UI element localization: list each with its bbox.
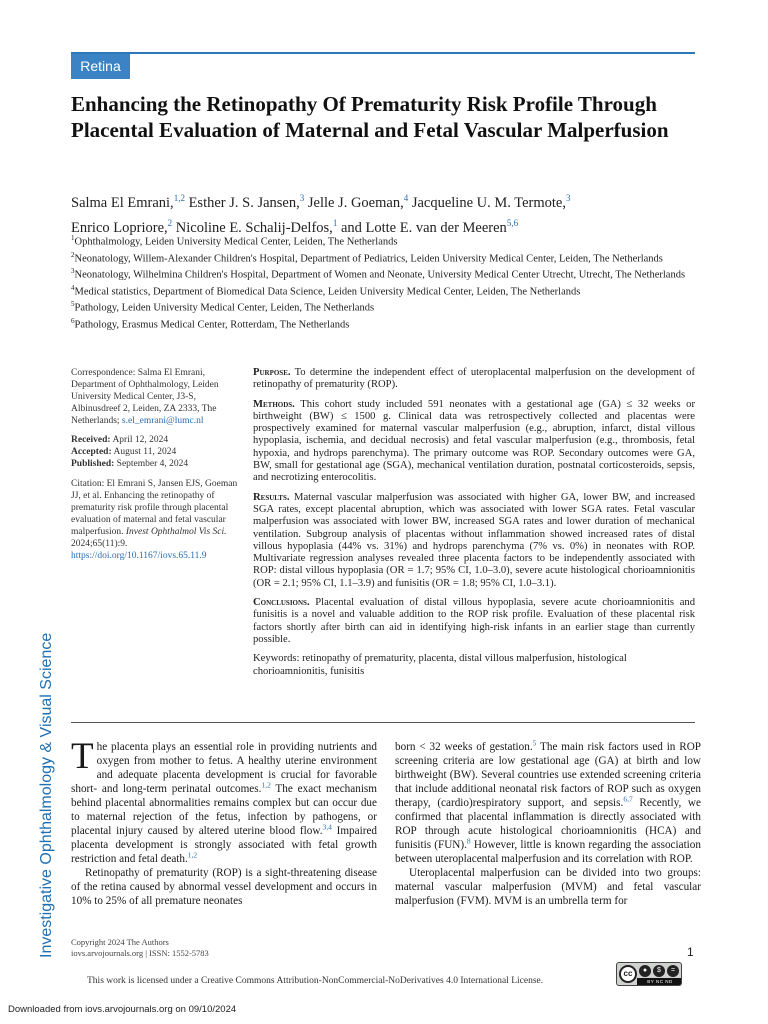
affiliation-item: $^4$Medical statistics, Department of Biomedical Data Science, Leiden University Medical Center, Leiden, The Netherlands xyxy=(71,283,581,297)
affiliation-item: $^1$Ophthalmology, Leiden University Medical Center, Leiden, The Netherlands xyxy=(71,234,398,248)
correspondence: Correspondence: Salma El Emrani, Department of Ophthalmology, Leiden University Medical Center, J3-S, Albinusdreef 2, Leiden, ZA 2333, The Netherlands; s.el_emrani@lumc.nl xyxy=(71,368,219,426)
author[interactable]: Enrico Lopriore, xyxy=(71,219,168,236)
author[interactable]: Jelle J. Goeman, xyxy=(307,194,404,211)
cc-license-badge-icon[interactable]: cc ● $ = BY NC ND xyxy=(616,962,682,986)
article-info-sidebar xyxy=(71,367,243,562)
nc-icon: $ xyxy=(653,965,665,977)
reference-link[interactable]: 6,7 xyxy=(623,794,633,804)
reference-link[interactable]: 1,2 xyxy=(187,850,198,860)
affiliation-item: $^5$Pathology, Leiden University Medical Center, Leiden, The Netherlands xyxy=(71,300,375,314)
affiliation-item: $^2$Neonatology, Willem-Alexander Children's Hospital, Department of Pediatrics, Leiden University Medical Center, Leiden, The Netherlands xyxy=(71,250,663,264)
reference-link[interactable]: 1,2 xyxy=(261,780,271,790)
author[interactable]: Jacqueline U. M. Termote, xyxy=(411,194,566,211)
abstract-results: Results. Maternal vascular malperfusion was associated with higher GA, lower BW, and increased SGA rates, except placental abruption, which was associated with lower SGA rates. Fetal vascular malperfusion was associated with lower BW, increased SGA rates and lower duration of mechanical ventilation. Subgroup analysis of placentas without inflammation showed increased rates of distal villous hypoplasia (44% vs. 31%) and hydrops parenchyma (7% vs. 0%) in neonates with ROP. Multivariate regression analyses revealed three placenta factors to be independently associated with ROP: distal villous hypoplasia (OR = 1.7; 95% CI, 1.0–3.0), severe acute histological chorioamnionitis (OR = 2.1; 95% CI, 1.1–3.9) and funisitis (OR = 1.8; 95% CI, 1.0–3.1). xyxy=(253,491,695,589)
keywords: Keywords: retinopathy of prematurity, placenta, distal villous malperfusion, histological chorioamnionitis, funisitis xyxy=(253,653,627,677)
section-label: Retina xyxy=(71,54,130,79)
abstract xyxy=(253,367,695,685)
license-text: This work is licensed under a Creative Commons Attribution-NonCommercial-NoDerivatives 4.0 International License. xyxy=(87,976,544,986)
abstract-methods: Methods. This cohort study included 591 neonates with a gestational age (GA) ≤ 32 weeks or birthweight (BW) ≤ 1500 g. Clinical data was retrospectively collected and placentas were prospectively examined for maternal vascular malperfusion (e.g., abruption, infarct, distal villous hypoplasia, ischemia, and decidual necrosis) and fetal vascular malperfusion (e.g., thrombosis, fetal hypoxia, and hydrops parenchyma). The primary outcome was ROP. Secondary outcomes were GA, BW, small for gestational age (SGA), mechanical ventilation duration, postnatal corticosteroids, sepsis, and necrotizing enterocolitis. xyxy=(253,398,695,484)
body-paragraph: The placenta plays an essential role in providing nutrients and oxygen from mother to fetus. A healthy uterine environment and adequate placenta development is crucial for favorable short- and long-term perinatal outcomes.$^{1,2}$ The exact mechanism behind placental abnormalities remains complex but can occur due to maternal rejection of the fetus, infection by pathogens, or placental injury caused by altered uterine blood flow.$^{3,4}$ Impaired placenta development is strongly associated with fetal growth restriction and fetal death.$^{1,2}$ xyxy=(71,736,377,865)
abstract-conclusions: Conclusions. Placental evaluation of distal villous hypoplasia, severe acute chorioamnionitis and funisitis is a novel and valuable addition to the ROP risk profile. Evaluation of these placental risk factors shortly after birth can aid in identifying high-risk infants in an earlier stage than currently possible. xyxy=(253,597,695,645)
reference-link[interactable]: 8 xyxy=(466,836,471,846)
citation: Citation: El Emrani S, Jansen EJS, Goeman JJ, et al. Enhancing the retinopathy of prematurity risk profile through placental evaluation of maternal and fetal vascular malperfusion. Invest Ophthalmol Vis Sci. 2024;65(11):9. https://doi.org/10.1167/iovs.65.11.9 xyxy=(71,479,238,561)
drop-cap: T xyxy=(71,736,94,777)
nd-icon: = xyxy=(667,965,679,977)
affiliation-item: $^3$Neonatology, Wilhelmina Children's Hospital, Department of Women and Neonate, University Medical Center Utrecht, Utrecht, The Netherlands xyxy=(71,267,686,281)
affiliation-item: $^6$Pathology, Erasmus Medical Center, Rotterdam, The Netherlands xyxy=(71,316,350,330)
body-paragraph: born < 32 weeks of gestation.$^5$ The main risk factors used in ROP screening criteria are low gestational age (GA) at birth and low birthweight (BW). Several countries use extended screening criteria that include additional neonatal risk factors of ROP such as oxygen therapy, (cardio)respiratory support, and sepsis.$^{6,7}$ Recently, we confirmed that placental inflammation is directly associated with ROP through acute histological chorioamnionitis (HCA) and funisitis (FUN).$^8$ However, little is known regarding the association between uteroplacental malperfusion and its correlation with ROP. xyxy=(395,738,702,865)
body-column-left xyxy=(71,736,377,908)
body-paragraph: Uteroplacental malperfusion can be divided into two groups: maternal vascular malperfusion (MVM) and fetal vascular malperfusion (FVM). MVM is an umbrella term for xyxy=(395,867,701,907)
reference-link[interactable]: 3,4 xyxy=(322,822,332,832)
copyright-block: Copyright 2024 The Authors iovs.arvojournals.org | ISSN: 1552-5783 xyxy=(71,937,209,958)
author[interactable]: Salma El Emrani, xyxy=(71,194,174,211)
journal-name-vertical: Investigative Ophthalmology & Visual Science xyxy=(38,632,55,958)
author-list: Salma El Emrani,$^{1,2}$ Esther J. S. Jansen,$^3$ Jelle J. Goeman,$^4$ Jacqueline U. M. Termote,$^3$ Enrico Lopriore,$^2$ Nicoline E. Schalij-Delfos,$^1$ and Lotte E. van der Meeren$^{5,6}$ xyxy=(71,193,571,236)
by-icon: ● xyxy=(639,965,651,977)
download-stamp: Downloaded from iovs.arvojournals.org on 09/10/2024 xyxy=(8,1004,237,1015)
abstract-divider xyxy=(71,722,695,723)
email-link[interactable]: s.el_emrani@lumc.nl xyxy=(121,416,204,426)
doi-link[interactable]: https://doi.org/10.1167/iovs.65.11.9 xyxy=(71,551,207,561)
header-rule xyxy=(71,52,695,54)
reference-link[interactable]: 5 xyxy=(532,738,537,748)
author[interactable]: Nicoline E. Schalij-Delfos, xyxy=(175,219,333,236)
author[interactable]: Esther J. S. Jansen, xyxy=(188,194,300,211)
article-dates: Received: April 12, 2024 Accepted: August 11, 2024 Published: September 4, 2024 xyxy=(71,435,189,469)
body-column-right xyxy=(395,740,701,908)
article-title: Enhancing the Retinopathy Of Prematurity Risk Profile Through Placental Evaluation of Maternal and Fetal Vascular Malperfusion xyxy=(71,92,669,142)
abstract-purpose: Purpose. To determine the independent effect of uteroplacental malperfusion on the development of retinopathy of prematurity (ROP). xyxy=(253,367,695,391)
affiliations xyxy=(71,232,695,331)
body-paragraph: Retinopathy of prematurity (ROP) is a sight-threatening disease of the retina caused by abnormal vessel development and occurs in 10% to 25% of all premature neonates xyxy=(71,867,377,907)
author[interactable]: and Lotte E. van der Meeren xyxy=(340,219,507,236)
page-number: 1 xyxy=(687,945,694,959)
